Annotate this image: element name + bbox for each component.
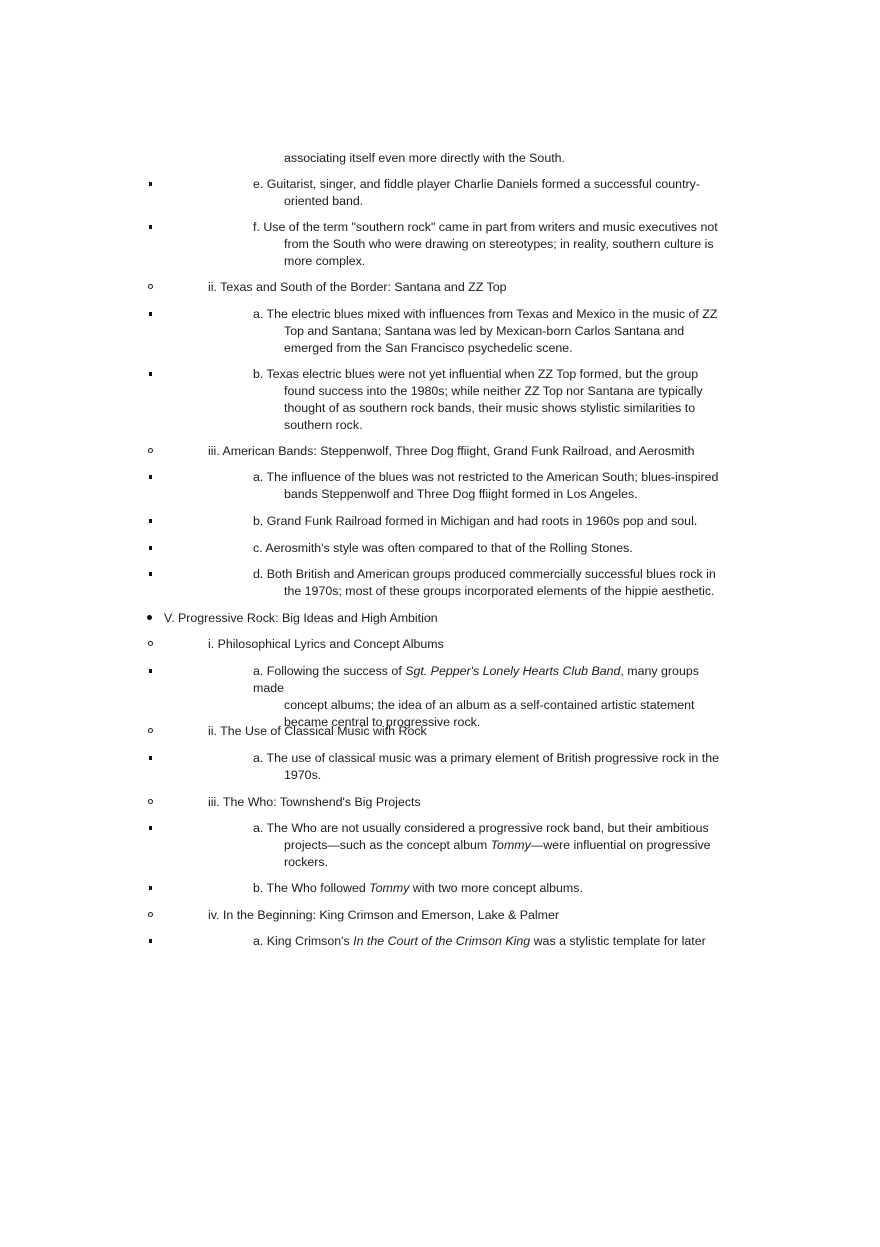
item-line: a. Following the success of Sgt. Pepper's Lonely Hearts Club Band, many groups made <box>253 664 699 695</box>
item-line: a. The Who are not usually considered a progressive rock band, but their ambitious <box>253 821 709 835</box>
item-text <box>253 176 733 210</box>
item-line: b. Grand Funk Railroad formed in Michigan and had roots in 1960s pop and soul. <box>253 514 698 528</box>
square-bullet-icon <box>146 750 158 767</box>
square-bullet-icon <box>146 219 158 236</box>
square-bullet-icon <box>146 880 158 897</box>
item-line: became central to progressive rock. <box>284 715 481 729</box>
item-text <box>253 540 733 557</box>
item-line: from the South who were drawing on stereotypes; in reality, southern culture is <box>284 237 714 251</box>
item-text <box>253 566 733 600</box>
square-bullet-icon <box>146 513 158 530</box>
item-text <box>253 469 733 503</box>
item-line: Top and Santana; Santana was led by Mexican-born Carlos Santana and <box>284 324 685 338</box>
item-text <box>253 750 733 784</box>
square-bullet-icon <box>146 566 158 583</box>
item-text <box>253 513 733 530</box>
square-bullet-icon <box>146 540 158 557</box>
item-text <box>253 219 733 270</box>
album-title: In the Court of the Crimson King <box>353 934 531 948</box>
item-text: iii. American Bands: Steppenwolf, Three Dog ffiight, Grand Funk Railroad, and Aerosmith <box>208 444 695 458</box>
item-line: 1970s. <box>284 768 322 782</box>
item-line: b. The Who followed Tommy with two more concept albums. <box>253 881 583 895</box>
square-bullet-icon <box>146 820 158 837</box>
item-line: thought of as southern rock bands, their music shows stylistic similarities to <box>284 401 696 415</box>
item-text: ii. Texas and South of the Border: Santana and ZZ Top <box>208 280 507 294</box>
ring-bullet-icon <box>146 907 158 924</box>
item-line: emerged from the San Francisco psychedelic scene. <box>284 341 573 355</box>
ring-bullet-icon <box>146 723 158 740</box>
item-text: i. Philosophical Lyrics and Concept Albums <box>208 637 444 651</box>
ring-bullet-icon <box>146 794 158 811</box>
item-line: d. Both British and American groups produced commercially successful blues rock in <box>253 567 716 581</box>
item-text: ii. The Use of Classical Music with Rock <box>208 724 427 738</box>
item-line: b. Texas electric blues were not yet influential when ZZ Top formed, but the group <box>253 367 699 381</box>
item-line: projects—such as the concept album Tommy—were influential on progressive <box>284 838 711 852</box>
item-text <box>253 880 733 897</box>
item-line: concept albums; the idea of an album as a self-contained artistic statement <box>284 698 695 712</box>
item-text <box>253 933 733 950</box>
ring-bullet-icon <box>146 636 158 653</box>
album-title: Sgt. Pepper's Lonely Hearts Club Band <box>405 664 621 678</box>
item-text: associating itself even more directly with the South. <box>284 151 565 165</box>
item-line: oriented band. <box>284 194 364 208</box>
section-heading: V. Progressive Rock: Big Ideas and High Ambition <box>164 611 438 625</box>
item-line: a. The influence of the blues was not restricted to the American South; blues-inspired <box>253 470 719 484</box>
item-line: southern rock. <box>284 418 363 432</box>
item-text <box>253 663 733 731</box>
item-line: f. Use of the term "southern rock" came in part from writers and music executives not <box>253 220 718 234</box>
square-bullet-icon <box>146 306 158 323</box>
item-line: a. King Crimson's In the Court of the Crimson King was a stylistic template for later <box>253 934 706 948</box>
ring-bullet-icon <box>146 443 158 460</box>
item-line: a. The use of classical music was a primary element of British progressive rock in the <box>253 751 719 765</box>
album-title: Tommy <box>490 838 531 852</box>
item-line: found success into the 1980s; while neither ZZ Top nor Santana are typically <box>284 384 703 398</box>
item-text: iv. In the Beginning: King Crimson and Emerson, Lake & Palmer <box>208 908 560 922</box>
square-bullet-icon <box>146 663 158 680</box>
album-title: Tommy <box>369 881 410 895</box>
item-text <box>253 366 733 434</box>
item-text: iii. The Who: Townshend's Big Projects <box>208 795 421 809</box>
square-bullet-icon <box>146 176 158 193</box>
square-bullet-icon <box>146 366 158 383</box>
item-line: c. Aerosmith's style was often compared to that of the Rolling Stones. <box>253 541 633 555</box>
item-line: a. The electric blues mixed with influences from Texas and Mexico in the music of ZZ <box>253 307 718 321</box>
disc-bullet-icon <box>146 610 158 627</box>
item-line: the 1970s; most of these groups incorporated elements of the hippie aesthetic. <box>284 584 715 598</box>
square-bullet-icon <box>146 933 158 950</box>
item-text <box>253 820 733 871</box>
item-line: rockers. <box>284 855 329 869</box>
item-text <box>253 306 733 357</box>
item-line: e. Guitarist, singer, and fiddle player Charlie Daniels formed a successful country- <box>253 177 700 191</box>
item-line: bands Steppenwolf and Three Dog ffiight formed in Los Angeles. <box>284 487 638 501</box>
square-bullet-icon <box>146 469 158 486</box>
item-line: more complex. <box>284 254 366 268</box>
ring-bullet-icon <box>146 279 158 296</box>
